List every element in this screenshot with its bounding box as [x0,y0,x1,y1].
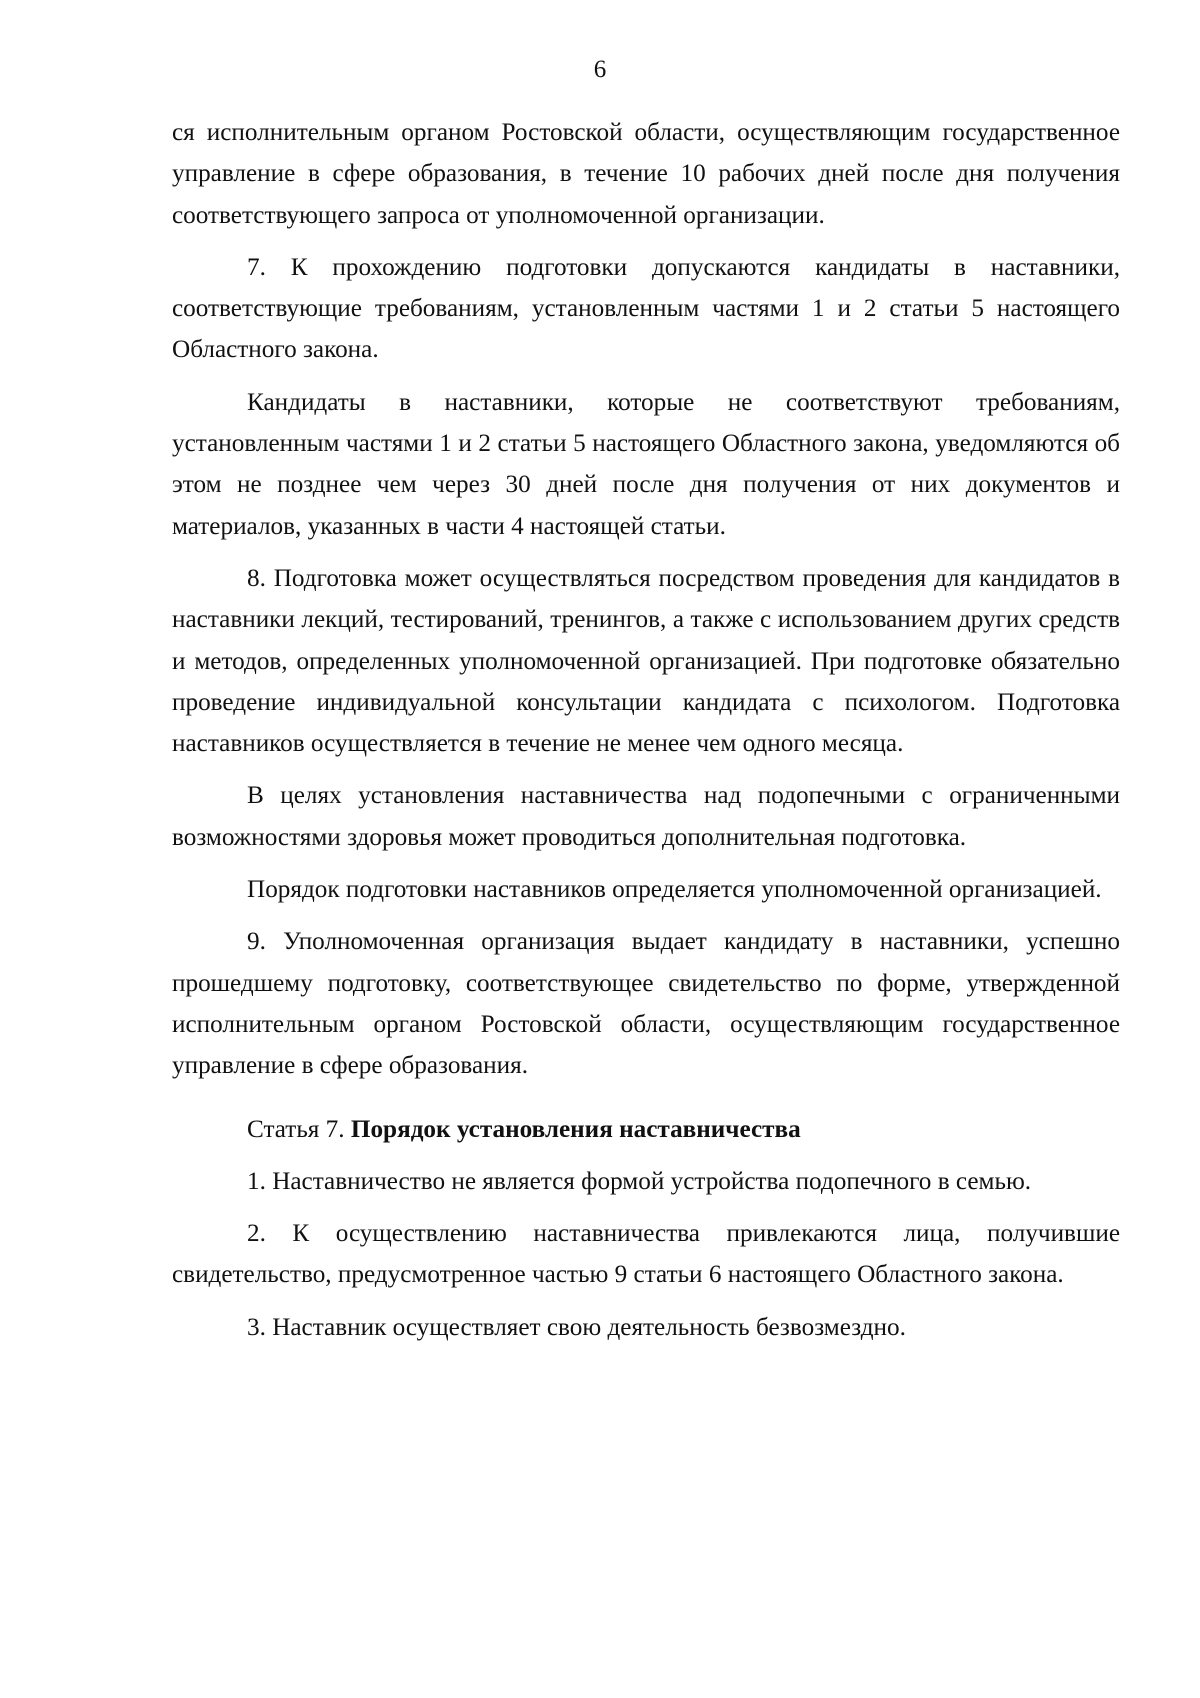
document-body [172,112,1120,1359]
paragraph-training-procedure: Порядок подготовки наставников определяется уполномоченной организацией. [247,876,1102,904]
page-number: 6 [593,56,607,83]
article-paragraph-2: 2. К осуществлению наставничества привлекаются лица, получившие свидетельство, предусмотренное частью 9 статьи 6 настоящего Областного закона. [172,1220,1120,1289]
paragraph-item-8: 8. Подготовка может осуществляться посредством проведения для кандидатов в наставники лекций, тестирований, тренингов, а также с использованием других средств и методов, определенных уполномоченной организацией. При подготовке обязательно проведение индивидуальной консультации кандидата с психологом. Подготовка наставников осуществляется в течение не менее чем одного месяца. [172,564,1120,758]
paragraph-candidates-notice: Кандидаты в наставники, которые не соответствуют требованиям, установленным частями 1 и 2 статьи 5 настоящего Областного закона, уведомляются об этом не позднее чем через 30 дней после дня получения от них документов и материалов, указанных в части 4 настоящей статьи. [172,388,1120,540]
article-paragraph-1: 1. Наставничество не является формой устройства подопечного в семью. [247,1167,1032,1195]
article-title: Порядок установления наставничества [350,1115,801,1143]
article-paragraph-3: 3. Наставник осуществляет свою деятельность безвозмездно. [247,1313,906,1341]
paragraph-item-7: 7. К прохождению подготовки допускаются кандидаты в наставники, соответствующие требованиям, установленным частями 1 и 2 статьи 5 настоящего Областного закона. [172,253,1120,364]
article-heading [172,1109,1120,1150]
paragraph-continuation: ся исполнительным органом Ростовской области, осуществляющим государственное управление в сфере образования, в течение 10 рабочих дней после дня получения соответствующего запроса от уполномоченной организации. [172,119,1120,229]
paragraph-item-9: 9. Уполномоченная организация выдает кандидату в наставники, успешно прошедшему подготовку, соответствующее свидетельство по форме, утвержденной исполнительным органом Ростовской области, осуществляющим государственное управление в сфере образования. [172,928,1120,1080]
article-prefix: Статья 7. [247,1115,351,1143]
paragraph-additional-training: В целях установления наставничества над подопечными с ограниченными возможностями здоровья может проводиться дополнительная подготовка. [172,782,1120,851]
